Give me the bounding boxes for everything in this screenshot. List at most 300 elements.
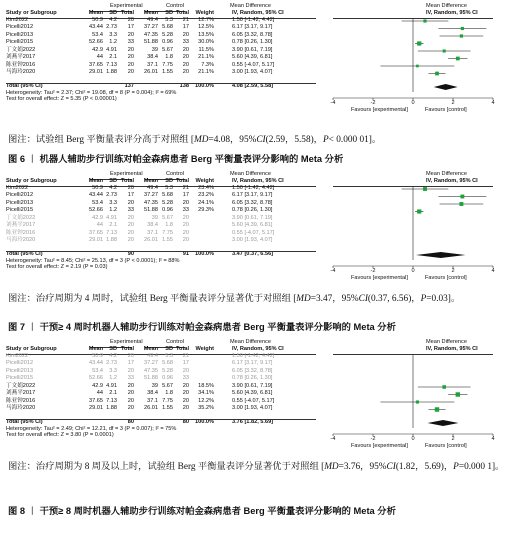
study-name: 陈亚钟2016 [6,229,36,236]
mean-difference-header: Mean Difference [230,3,271,9]
study-marker [443,49,446,52]
cell-c-mean: 38.4 [147,222,158,228]
study-name: Picelli2015 [6,39,34,45]
cell-c-mean: 51.88 [144,39,158,45]
md-method-header: IV, Random, 95% CI [232,346,284,352]
exp-mean-header: Mean [88,346,103,352]
cell-c-mean: 37.1 [147,61,158,68]
total-weight: 100.0% [195,82,214,89]
pooled-diamond [428,420,459,426]
x-axis-tick-label: -2 [370,268,376,274]
ci-value: 5.60 [4.39, 6.81] [232,222,273,228]
cell-c-sd: 7.75 [162,229,173,236]
x-axis-tick-label: -2 [370,436,376,442]
ctl-sd-header: SD [165,10,173,16]
cell-c-mean: 38.4 [147,54,158,60]
total-label: Total (95% CI) [6,418,43,425]
cell-weight: 29.3% [198,207,214,213]
ci-value: 5.60 [4.39, 6.81] [232,390,273,396]
favours-control-label: Favours [control] [425,275,467,281]
ci-value: 6.05 [3.32, 8.78] [232,31,273,38]
cell-e-sd: 4.2 [109,184,117,191]
study-column-header: Study or Subgroup [6,178,57,184]
cell-c-mean: 39 [151,382,158,389]
study-name: 陈亚钟2016 [6,61,36,68]
cell-e-mean: 53.4 [92,31,103,38]
cell-e-mean: 37.65 [89,397,103,404]
total-exp-n: 137 [124,82,134,89]
total-ci: 4.08 [2.59, 5.58] [232,82,274,89]
cell-e-mean: 43.44 [89,360,103,366]
cell-e-n: 20 [127,229,134,236]
ctl-sd-header: SD [165,346,173,352]
ctl-mean-header: Mean [143,346,158,352]
cell-c-n: 21 [182,352,189,359]
experimental-header: Experimental [110,3,143,9]
mean-difference-header: Mean Difference [230,171,271,177]
cell-c-n: 20 [182,54,189,60]
study-name: 刘燕平2017 [6,54,36,60]
cell-weight: 23.4% [198,184,214,191]
cell-c-mean: 37.27 [144,24,158,30]
exp-mean-header: Mean [88,10,103,16]
cell-e-n: 33 [127,207,134,213]
cell-c-sd: 5.3 [165,352,173,359]
ci-value: 3.00 [1.93, 4.07] [232,69,273,75]
cell-c-n: 20 [182,222,189,228]
ci-value: 0.78 [0.26, 1.30] [232,207,273,213]
cell-c-n: 17 [182,24,189,30]
cell-c-sd: 0.96 [162,375,173,381]
cell-e-sd: 7.13 [106,61,117,68]
mean-difference-plot-header: Mean Difference [426,171,467,177]
figure-note-2: 图注：治疗周期为 4 周时，试验组 Berg 平衡量表评分显著优于对照组 [MD=3.47，95%CI(0.37, 6.56)，P=0.03]。 [8,294,461,304]
plot-method-header: IV, Random, 95% CI [426,10,478,16]
heterogeneity-text: Heterogeneity: Tau² = 8.45; Chi² = 25.13, df = 3 (P < 0.0001); I² = 88% [6,258,180,264]
cell-c-mean: 47.35 [144,367,158,374]
cell-c-mean: 51.88 [144,375,158,381]
cell-c-n: 33 [182,375,189,381]
cell-e-n: 20 [127,352,134,359]
forest-plot-1 [6,2,502,120]
figure-caption-8: 图 8 丨 干预≥ 8 周时机器人辅助步行训练对帕金森病患者 Berg 平衡量表评分影响的 Meta 分析 [8,506,396,516]
total-exp-n: 80 [127,418,134,425]
exp-total-header: Total [121,10,134,16]
study-name: 马海玲2020 [6,237,36,243]
cell-e-n: 20 [127,54,134,60]
heterogeneity-text: Heterogeneity: Tau² = 2.49; Chi² = 12.21, df = 3 (P = 0.007); I² = 75% [6,426,177,432]
cell-c-sd: 5.3 [165,184,173,191]
study-marker [460,195,464,199]
cell-e-sd: 7.13 [106,397,117,404]
cell-e-n: 20 [127,61,134,68]
favours-experimental-label: Favours [experimental] [351,443,408,449]
mean-difference-plot-header: Mean Difference [426,339,467,345]
mean-difference-plot-header: Mean Difference [426,3,467,9]
cell-e-mean: 42.9 [92,382,103,389]
x-axis-tick-label: 0 [411,100,415,106]
cell-c-n: 20 [182,367,189,374]
cell-c-n: 20 [182,69,189,75]
cell-e-n: 20 [127,31,134,38]
study-marker [417,41,421,45]
favours-control-label: Favours [control] [425,443,467,449]
cell-c-sd: 5.28 [162,199,173,206]
study-marker [456,57,460,61]
favours-control-label: Favours [control] [425,107,467,113]
cell-weight: 7.3% [201,61,214,68]
cell-e-sd: 3.3 [109,31,117,38]
cell-c-sd: 0.96 [162,39,173,45]
cell-c-mean: 26.01 [144,69,158,75]
x-axis-tick-label: 0 [411,268,415,274]
cell-e-mean: 44 [96,390,103,396]
cell-c-mean: 39 [151,214,158,221]
cell-e-sd: 2.1 [109,390,117,396]
cell-e-n: 33 [127,39,134,45]
cell-c-sd: 1.8 [165,222,173,228]
cell-c-n: 21 [182,16,189,23]
ci-value: 6.17 [3.17, 9.17] [232,360,273,366]
cell-e-n: 33 [127,375,134,381]
study-marker [460,34,463,37]
cell-weight: 21.1% [198,69,214,75]
cell-e-sd: 1.2 [109,375,117,381]
cell-e-mean: 29.01 [89,237,103,243]
cell-e-sd: 3.3 [109,367,117,374]
ctl-sd-header: SD [165,178,173,184]
cell-e-n: 20 [127,214,134,221]
ci-value: 3.90 [0.61, 7.19] [232,214,273,221]
study-name: 刘燕平2017 [6,222,36,228]
study-marker [416,400,419,403]
cell-weight: 12.2% [198,397,214,404]
x-axis-tick-label: -4 [330,100,336,106]
study-name: Kim2022 [6,352,29,359]
study-name: 马海玲2020 [6,69,36,75]
cell-weight: 18.5% [198,382,214,389]
study-name: Picelli2015 [6,207,34,213]
cell-e-sd: 2.1 [109,222,117,228]
cell-c-n: 20 [182,382,189,389]
exp-sd-header: SD [109,346,117,352]
study-marker [423,19,426,22]
cell-c-mean: 49.4 [147,16,158,23]
total-exp-n: 90 [127,250,134,257]
cell-weight: 11.5% [198,46,214,53]
ctl-total-header: Total [176,346,189,352]
cell-e-mean: 29.01 [89,69,103,75]
cell-e-mean: 52.66 [89,375,103,381]
ctl-total-header: Total [176,178,189,184]
ci-value: 6.17 [3.17, 9.17] [232,24,273,30]
cell-e-n: 20 [127,184,134,191]
figure-note-3: 图注：治疗周期为 8 周及以上时，试验组 Berg 平衡量表评分显著优于对照组 [MD=3.76，95%CI(1.82，5.69)，P=0.000 1]。 [8,462,505,472]
cell-e-n: 20 [127,69,134,75]
cell-e-sd: 2.1 [109,54,117,60]
study-name: Picelli2012 [6,360,34,366]
cell-c-mean: 26.01 [144,405,158,411]
overall-effect-text: Test for overall effect: Z = 3.80 (P = 0.0001) [6,432,114,438]
study-name: Picelli2015 [6,375,34,381]
forest-plot-3 [6,338,502,456]
x-axis-tick-label: 2 [451,268,455,274]
cell-c-sd: 5.68 [162,24,173,30]
cell-weight: 35.2% [198,405,214,411]
cell-c-n: 17 [182,192,189,198]
total-ctl-n: 80 [182,418,189,425]
weight-header: Weight [195,346,214,352]
cell-e-sd: 3.3 [109,199,117,206]
cell-c-mean: 37.1 [147,397,158,404]
cell-c-n: 20 [182,199,189,206]
x-axis-tick-label: 0 [411,436,415,442]
exp-mean-header: Mean [88,178,103,184]
md-method-header: IV, Random, 95% CI [232,10,284,16]
study-column-header: Study or Subgroup [6,346,57,352]
favours-experimental-label: Favours [experimental] [351,107,408,113]
cell-c-mean: 49.4 [147,184,158,191]
experimental-header: Experimental [110,171,143,177]
cell-e-sd: 1.88 [106,69,117,75]
study-name: Picelli2012 [6,24,34,30]
heterogeneity-text: Heterogeneity: Tau² = 2.37; Chi² = 19.08, df = 8 (P = 0.004); I² = 69% [6,90,177,96]
study-marker [416,65,419,68]
exp-sd-header: SD [109,178,117,184]
ci-value: 6.05 [3.32, 8.78] [232,367,273,374]
table-bottom-line [6,83,316,84]
x-axis-tick-label: -4 [330,436,336,442]
cell-c-sd: 1.55 [162,69,173,75]
cell-c-mean: 37.27 [144,360,158,366]
cell-e-mean: 43.44 [89,24,103,30]
cell-e-sd: 1.88 [106,405,117,411]
study-marker [442,385,446,389]
ci-value: 0.55 [-4.07, 5.17] [232,397,275,404]
table-bottom-line [6,419,316,420]
cell-e-n: 20 [127,222,134,228]
ci-value: 1.50 [-1.42, 4.42] [232,184,275,191]
total-label: Total (95% CI) [6,82,43,89]
pooled-diamond [416,252,466,258]
figure-caption-7: 图 7 丨 干预≥ 4 周时机器人辅助步行训练对帕金森病患者 Berg 平衡量表评分影响的 Meta 分析 [8,322,396,332]
cell-e-mean: 42.9 [92,46,103,53]
plot-method-header: IV, Random, 95% CI [426,346,478,352]
x-axis-tick-label: 4 [491,436,495,442]
ci-value: 5.60 [4.39, 6.81] [232,54,273,60]
study-marker [435,72,439,76]
cell-c-mean: 38.4 [147,390,158,396]
cell-weight: 30.0% [198,39,214,45]
ci-value: 0.78 [0.26, 1.30] [232,375,273,381]
study-marker [461,27,464,30]
ci-value: 1.50 [-1.42, 4.42] [232,352,275,359]
ci-value: 0.55 [-4.07, 5.17] [232,61,275,68]
total-ctl-n: 91 [182,250,189,257]
study-name: 马海玲2020 [6,405,36,411]
cell-e-n: 17 [127,192,134,198]
study-marker [417,209,421,213]
cell-e-sd: 4.91 [106,382,117,389]
cell-weight: 13.5% [198,31,214,38]
ci-value: 6.05 [3.32, 8.78] [232,199,273,206]
cell-e-mean: 52.66 [89,39,103,45]
x-axis-tick-label: 4 [491,268,495,274]
ctl-mean-header: Mean [143,178,158,184]
cell-e-mean: 50.9 [92,352,103,359]
study-name: Picelli2013 [6,367,34,374]
cell-c-n: 20 [182,229,189,236]
control-header: Control [166,339,185,345]
cell-e-mean: 52.66 [89,207,103,213]
weight-header: Weight [195,178,214,184]
control-header: Control [166,171,185,177]
cell-c-n: 17 [182,360,189,366]
total-ctl-n: 138 [179,82,189,89]
cell-e-n: 20 [127,390,134,396]
cell-c-mean: 26.01 [144,237,158,243]
cell-e-n: 20 [127,382,134,389]
study-name: 丁文娟2022 [6,214,36,221]
study-marker [456,392,460,396]
cell-c-sd: 5.28 [162,31,173,38]
cell-c-mean: 37.1 [147,229,158,236]
table-bottom-line [6,251,316,252]
cell-e-n: 20 [127,367,134,374]
figure-caption-6: 图 6 丨 机器人辅助步行训练对帕金森病患者 Berg 平衡量表评分影响的 Meta 分析 [8,154,344,164]
cell-c-sd: 5.68 [162,192,173,198]
cell-c-n: 20 [182,31,189,38]
cell-c-sd: 1.8 [165,390,173,396]
cell-c-n: 20 [182,214,189,221]
study-name: Picelli2012 [6,192,34,198]
cell-e-sd: 4.91 [106,46,117,53]
plot-method-header: IV, Random, 95% CI [426,178,478,184]
cell-e-n: 20 [127,397,134,404]
ci-value: 3.00 [1.93, 4.07] [232,237,273,243]
cell-weight: 12.7% [198,16,214,23]
experimental-header: Experimental [110,339,143,345]
cell-c-sd: 5.68 [162,360,173,366]
total-weight: 100.0% [195,418,214,425]
cell-e-mean: 42.9 [92,214,103,221]
forest-plot-2 [6,170,502,288]
exp-sd-header: SD [109,10,117,16]
cell-e-sd: 2.73 [106,360,117,366]
overall-effect-text: Test for overall effect: Z = 2.19 (P = 0.03) [6,264,108,270]
cell-e-sd: 7.13 [106,229,117,236]
study-marker [435,407,439,411]
x-axis-tick-label: 2 [451,100,455,106]
cell-c-n: 33 [182,39,189,45]
cell-e-n: 20 [127,46,134,53]
cell-weight: 34.1% [198,390,214,396]
cell-c-sd: 5.3 [165,16,173,23]
cell-weight: 21.1% [198,54,214,60]
cell-c-mean: 47.35 [144,31,158,38]
study-name: Kim2022 [6,16,29,23]
cell-c-sd: 5.28 [162,367,173,374]
study-name: 丁文娟2022 [6,382,36,389]
study-name: Kim2022 [6,184,29,191]
cell-e-mean: 43.44 [89,192,103,198]
cell-e-mean: 53.4 [92,199,103,206]
cell-e-mean: 50.9 [92,16,103,23]
study-column-header: Study or Subgroup [6,10,57,16]
exp-total-header: Total [121,346,134,352]
cell-e-mean: 37.65 [89,61,103,68]
cell-e-mean: 44 [96,222,103,228]
md-method-header: IV, Random, 95% CI [232,178,284,184]
cell-e-sd: 1.88 [106,237,117,243]
study-name: Picelli2013 [6,31,34,38]
ci-value: 3.00 [1.93, 4.07] [232,405,273,411]
exp-total-header: Total [121,178,134,184]
study-name: 陈亚钟2016 [6,397,36,404]
ci-value: 0.55 [-4.07, 5.17] [232,229,275,236]
cell-c-mean: 39 [151,46,158,53]
cell-e-n: 17 [127,24,134,30]
x-axis-tick-label: 4 [491,100,495,106]
cell-c-sd: 1.55 [162,405,173,411]
cell-c-n: 20 [182,397,189,404]
cell-c-mean: 47.35 [144,199,158,206]
cell-c-sd: 5.67 [162,46,173,53]
control-header: Control [166,3,185,9]
cell-c-mean: 51.88 [144,207,158,213]
cell-e-sd: 1.2 [109,207,117,213]
study-name: Picelli2013 [6,199,34,206]
cell-c-n: 20 [182,46,189,53]
ci-value: 0.78 [0.26, 1.30] [232,39,273,45]
cell-c-n: 20 [182,237,189,243]
cell-e-n: 20 [127,405,134,411]
ci-value: 1.50 [-1.42, 4.42] [232,16,275,23]
cell-e-n: 20 [127,199,134,206]
favours-experimental-label: Favours [experimental] [351,275,408,281]
cell-c-sd: 5.67 [162,382,173,389]
cell-c-sd: 7.75 [162,397,173,404]
cell-e-mean: 37.65 [89,229,103,236]
cell-e-sd: 4.91 [106,214,117,221]
total-weight: 100.0% [195,250,214,257]
cell-e-n: 20 [127,16,134,23]
cell-weight: 12.5% [198,24,214,30]
overall-effect-text: Test for overall effect: Z = 5.35 (P < 0.00001) [6,96,117,102]
cell-e-n: 20 [127,237,134,243]
ci-value: 3.90 [0.61, 7.19] [232,382,273,389]
cell-c-mean: 37.27 [144,192,158,198]
study-marker [423,187,427,191]
cell-c-n: 21 [182,184,189,191]
cell-e-mean: 44 [96,54,103,60]
cell-weight: 24.1% [198,199,214,206]
cell-c-sd: 0.96 [162,207,173,213]
ctl-total-header: Total [176,10,189,16]
cell-c-sd: 7.75 [162,61,173,68]
cell-c-n: 20 [182,390,189,396]
cell-e-mean: 53.4 [92,367,103,374]
weight-header: Weight [195,10,214,16]
study-marker [459,202,463,206]
ci-value: 3.90 [0.61, 7.19] [232,46,273,53]
total-ci: 3.76 [1.82, 5.69] [232,418,274,425]
cell-e-sd: 1.2 [109,39,117,45]
cell-c-sd: 5.67 [162,214,173,221]
study-name: 丁文娟2022 [6,46,36,53]
cell-weight: 23.2% [198,192,214,198]
cell-c-sd: 1.55 [162,237,173,243]
